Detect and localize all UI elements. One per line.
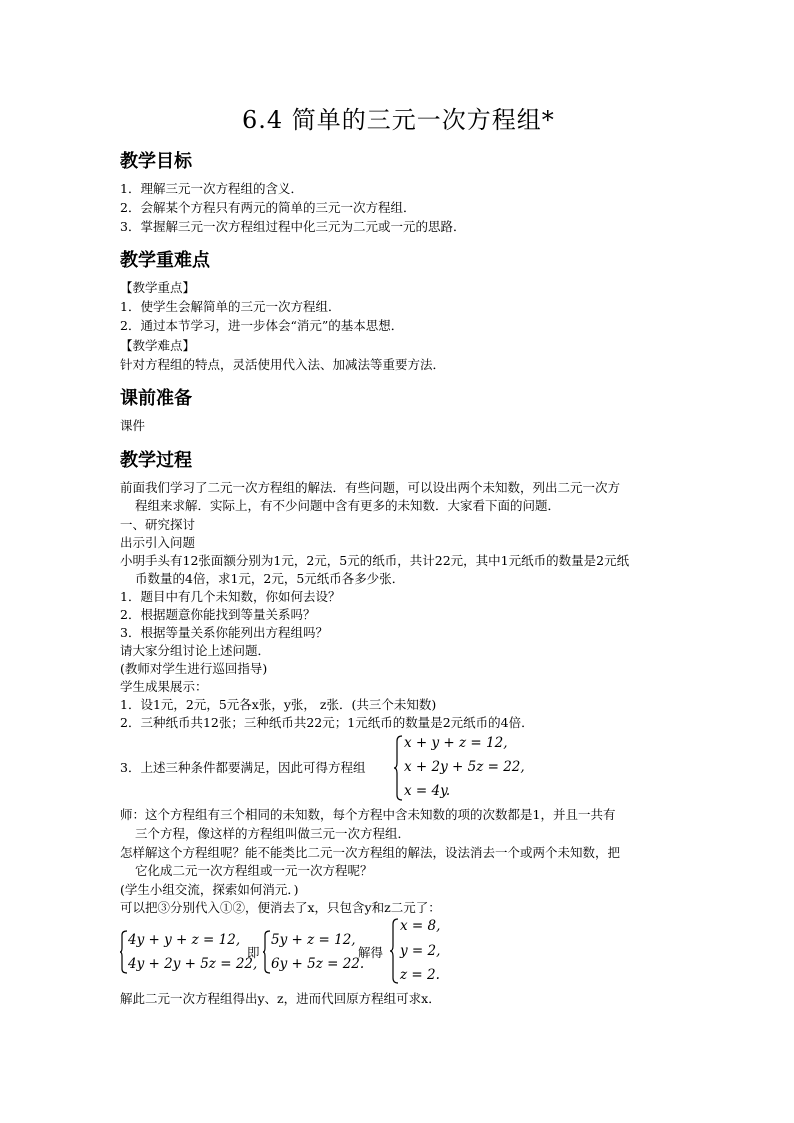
result-item: 2．三种纸币共12张；三种纸币共22元；1元纸币的数量是2元纸币的4倍．	[120, 715, 534, 730]
goal-item: 1．理解三元一次方程组的含义．	[120, 181, 303, 196]
heading-goals: 教学目标	[120, 151, 192, 172]
goal-item: 3．掌握解三元一次方程组过程中化三元为二元或一元的思路．	[120, 219, 466, 234]
difficulty-text: 针对方程组的特点，灵活使用代入法、加减法等重要方法．	[120, 357, 446, 372]
equation: x = 4y.	[404, 783, 451, 799]
difficulty-label: 【教学难点】	[120, 338, 196, 353]
intro-line: 程组来求解．实际上，有不少问题中含有更多的未知数．大家看下面的问题．	[135, 498, 561, 513]
part-heading: 一、研究探讨	[120, 517, 196, 532]
question-item: 3．根据等量关系你能列出方程组吗？	[120, 625, 328, 640]
how-line: 怎样解这个方程组呢？能不能类比二元一次方程组的解法，设法消去一个或两个未知数，把	[120, 845, 621, 860]
equation: 6y + 5z = 22.	[271, 956, 365, 972]
teacher-line: 三个方程，像这样的方程组叫做三元一次方程组．	[135, 826, 411, 841]
heading-prep: 课前准备	[120, 388, 192, 409]
connector-jiede: 解得	[358, 945, 384, 960]
focus-item: 1．使学生会解简单的三元一次方程组．	[120, 299, 341, 314]
equation: 4y + y + z = 12,	[128, 932, 241, 948]
problem-line: 小明手头有12张面额分别为1元，2元，5元的纸币，共计22元，其中1元纸币的数量是2元纸	[120, 553, 630, 568]
substitute-text: 可以把③分别代入①②，便消去了x，只包含y和z二元了：	[120, 900, 441, 915]
group-note: (学生小组交流，探索如何消元．)	[120, 882, 299, 897]
intro-line: 前面我们学习了二元一次方程组的解法．有些问题，可以设出两个未知数，列出二元一次方	[120, 480, 621, 495]
prep-text: 课件	[120, 418, 146, 433]
how-line: 它化成二元一次方程组或一元一次方程呢？	[135, 863, 373, 878]
focus-label: 【教学重点】	[120, 280, 196, 295]
brace-icon	[119, 930, 128, 974]
discuss-text: 请大家分组讨论上述问题．	[120, 643, 271, 658]
connector-ji: 即	[247, 945, 260, 960]
equation: x = 8,	[400, 918, 441, 934]
goal-item: 2．会解某个方程只有两元的简单的三元一次方程组．	[120, 200, 416, 215]
equation: y = 2,	[400, 943, 441, 959]
equation: 5y + z = 12,	[271, 932, 356, 948]
brace-icon	[389, 918, 399, 984]
brace-icon	[393, 735, 403, 801]
brace-icon	[262, 930, 271, 974]
heading-process: 教学过程	[120, 450, 192, 471]
teacher-note: (教师对学生进行巡回指导)	[120, 661, 268, 676]
problem-line: 币数量的4倍，求1元，2元，5元纸币各多少张．	[135, 571, 405, 586]
conclusion-text: 解此二元一次方程组得出y、z，进而代回原方程组可求x．	[120, 991, 441, 1006]
question-item: 1．题目中有几个未知数，你如何去设？	[120, 589, 341, 604]
heading-key-points: 教学重难点	[120, 250, 210, 271]
equation: x + 2y + 5z = 22,	[404, 759, 525, 775]
result-item: 1．设1元，2元，5元各x张，y张， z张．(共三个未知数)	[120, 697, 437, 712]
equation: x + y + z = 12,	[404, 735, 508, 751]
show-problem: 出示引入问题	[120, 535, 196, 550]
question-item: 2．根据题意你能找到等量关系吗？	[120, 607, 316, 622]
page-title: 6.4 简单的三元一次方程组*	[242, 106, 555, 134]
equation: z = 2.	[400, 967, 440, 983]
teacher-line: 师：这个方程组有三个相同的未知数，每个方程中含未知数的项的次数都是1，并且一共有	[120, 807, 616, 822]
equation: 4y + 2y + 5z = 22,	[128, 956, 258, 972]
results-label: 学生成果展示：	[120, 679, 208, 694]
result-item: 3．上述三种条件都要满足，因此可得方程组	[120, 760, 366, 775]
focus-item: 2．通过本节学习，进一步体会“消元”的基本思想．	[120, 318, 404, 333]
